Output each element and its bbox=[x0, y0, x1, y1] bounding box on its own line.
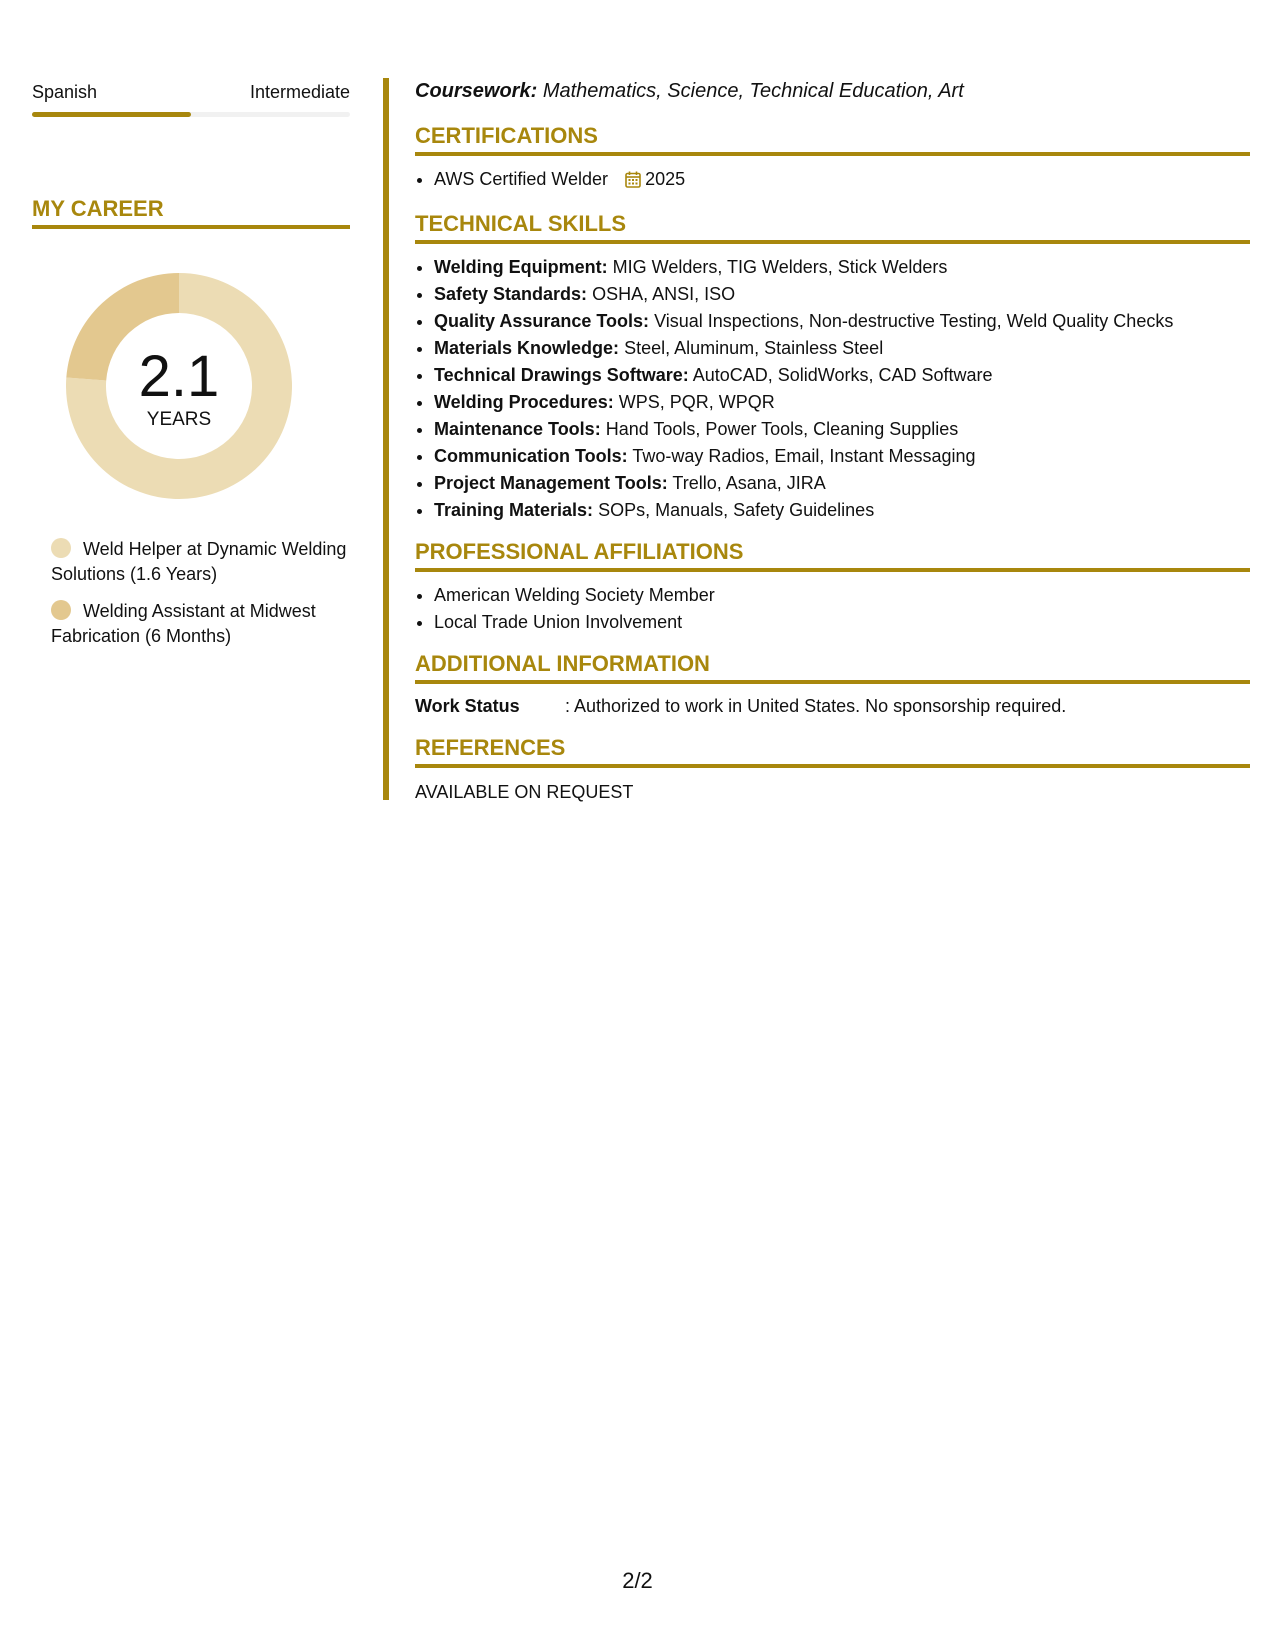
affiliations-list bbox=[415, 582, 1250, 636]
work-status-row bbox=[415, 694, 1250, 718]
coursework-label: Coursework: bbox=[415, 80, 538, 102]
language-level: Intermediate bbox=[249, 82, 350, 102]
list-item bbox=[434, 281, 1250, 308]
skill-label: Welding Procedures: bbox=[434, 392, 614, 412]
references-heading: REFERENCES bbox=[415, 734, 1250, 768]
skill-label: Technical Drawings Software: bbox=[434, 365, 689, 385]
coursework bbox=[415, 78, 1250, 104]
skill-label: Maintenance Tools: bbox=[434, 419, 601, 439]
career-total-unit: YEARS bbox=[146, 409, 212, 430]
certifications-list bbox=[415, 166, 1250, 196]
career-donut-chart bbox=[66, 273, 292, 499]
skill-label: Materials Knowledge: bbox=[434, 338, 620, 358]
skill-value: AutoCAD, SolidWorks, CAD Software bbox=[692, 365, 993, 385]
language-name: Spanish bbox=[32, 82, 98, 102]
career-item-label: Welding Assistant at Midwest Fabrication (6 Months) bbox=[51, 601, 316, 646]
list-item bbox=[434, 254, 1250, 281]
legend-dot-icon bbox=[51, 538, 71, 558]
certification-year: 2025 bbox=[645, 169, 686, 189]
page-number: 2/2 bbox=[622, 1568, 653, 1593]
work-status-value: : Authorized to work in United States. No sponsorship required. bbox=[565, 696, 1067, 716]
skill-value: MIG Welders, TIG Welders, Stick Welders bbox=[612, 257, 948, 277]
career-total-value: 2.1 bbox=[138, 344, 220, 409]
technical-skills-heading: TECHNICAL SKILLS bbox=[415, 210, 1250, 244]
coursework-value: Mathematics, Science, Technical Education, Art bbox=[542, 80, 964, 102]
language-proficiency-bar bbox=[32, 112, 350, 117]
calendar-icon bbox=[625, 169, 641, 196]
language-entry bbox=[32, 80, 350, 117]
skill-label: Quality Assurance Tools: bbox=[434, 311, 650, 331]
skill-value: Visual Inspections, Non-destructive Testing, Weld Quality Checks bbox=[654, 311, 1174, 331]
technical-skills-list bbox=[415, 254, 1250, 524]
skill-label: Training Materials: bbox=[434, 500, 594, 520]
list-item bbox=[434, 335, 1250, 362]
list-item bbox=[434, 497, 1250, 524]
work-status-label: Work Status bbox=[415, 696, 520, 716]
legend-dot-icon bbox=[51, 600, 71, 620]
list-item bbox=[434, 443, 1250, 470]
career-item-label: Weld Helper at Dynamic Welding Solutions (1.6 Years) bbox=[51, 539, 347, 584]
skill-label: Safety Standards: bbox=[434, 284, 588, 304]
career-legend-item bbox=[51, 599, 350, 649]
skill-value: Hand Tools, Power Tools, Cleaning Supplies bbox=[605, 419, 959, 439]
list-item bbox=[434, 470, 1250, 497]
skill-value: Trello, Asana, JIRA bbox=[672, 473, 826, 493]
skill-label: Communication Tools: bbox=[434, 446, 628, 466]
list-item bbox=[434, 308, 1250, 335]
skill-value: Steel, Aluminum, Stainless Steel bbox=[624, 338, 884, 358]
certification-name: AWS Certified Welder bbox=[434, 169, 609, 189]
list-item bbox=[434, 416, 1250, 443]
list-item bbox=[434, 166, 1250, 196]
career-legend bbox=[32, 537, 350, 649]
skill-label: Project Management Tools: bbox=[434, 473, 668, 493]
skill-value: OSHA, ANSI, ISO bbox=[592, 284, 736, 304]
list-item: • Local Trade Union Involvement bbox=[434, 609, 1250, 636]
career-heading: MY CAREER bbox=[32, 195, 350, 229]
main-column bbox=[415, 78, 1250, 804]
skill-label: Welding Equipment: bbox=[434, 257, 608, 277]
skill-value: SOPs, Manuals, Safety Guidelines bbox=[598, 500, 875, 520]
skill-value: Two-way Radios, Email, Instant Messaging bbox=[632, 446, 976, 466]
list-item bbox=[434, 389, 1250, 416]
affiliations-heading: PROFESSIONAL AFFILIATIONS bbox=[415, 538, 1250, 572]
column-divider bbox=[383, 78, 389, 800]
skill-value: WPS, PQR, WPQR bbox=[618, 392, 775, 412]
language-proficiency-fill bbox=[32, 112, 191, 117]
certifications-heading: CERTIFICATIONS bbox=[415, 122, 1250, 156]
list-item: • American Welding Society Member bbox=[434, 582, 1250, 609]
additional-info-heading: ADDITIONAL INFORMATION bbox=[415, 650, 1250, 684]
career-legend-item bbox=[51, 537, 350, 587]
list-item bbox=[434, 362, 1250, 389]
references-text: AVAILABLE ON REQUEST bbox=[415, 782, 634, 802]
left-column bbox=[32, 80, 350, 661]
